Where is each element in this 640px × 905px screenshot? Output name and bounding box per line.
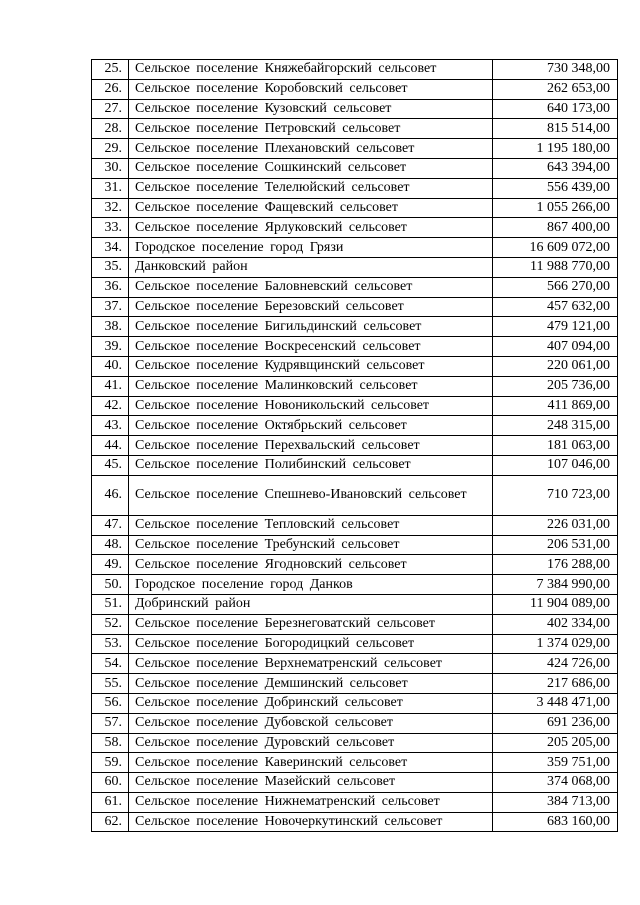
table-row [92, 515, 618, 535]
table-row [92, 614, 618, 634]
row-number: 41. [92, 376, 129, 396]
table-row [92, 198, 618, 218]
row-number: 38. [92, 317, 129, 337]
amount-value: 815 514,00 [493, 119, 618, 139]
amount-value: 424 726,00 [493, 654, 618, 674]
table-row [92, 79, 618, 99]
settlement-name: Сельское поселение Демшинский сельсовет [129, 674, 493, 694]
row-number: 48. [92, 535, 129, 555]
table-row [92, 535, 618, 555]
settlement-name: Сельское поселение Спешнево-Ивановский сельсовет [129, 475, 493, 515]
settlement-name: Сельское поселение Каверинский сельсовет [129, 753, 493, 773]
row-number: 54. [92, 654, 129, 674]
amount-value: 407 094,00 [493, 337, 618, 357]
row-number: 35. [92, 257, 129, 277]
amount-value: 1 374 029,00 [493, 634, 618, 654]
row-number: 27. [92, 99, 129, 119]
settlement-name: Сельское поселение Ягодновский сельсовет [129, 555, 493, 575]
amount-value: 411 869,00 [493, 396, 618, 416]
amount-value: 384 713,00 [493, 792, 618, 812]
amount-value: 359 751,00 [493, 753, 618, 773]
table-row [92, 693, 618, 713]
settlement-name: Сельское поселение Верхнематренский сельсовет [129, 654, 493, 674]
amount-value: 205 736,00 [493, 376, 618, 396]
settlement-name: Городское поселение город Данков [129, 575, 493, 595]
settlement-name: Сельское поселение Новоникольский сельсовет [129, 396, 493, 416]
amount-value: 457 632,00 [493, 297, 618, 317]
settlement-name: Сельское поселение Новочеркутинский сельсовет [129, 812, 493, 832]
amount-value: 226 031,00 [493, 515, 618, 535]
row-number: 40. [92, 356, 129, 376]
row-number: 28. [92, 119, 129, 139]
settlement-name: Сельское поселение Октябрьский сельсовет [129, 416, 493, 436]
table-row [92, 238, 618, 258]
settlement-name: Сельское поселение Воскресенский сельсовет [129, 337, 493, 357]
row-number: 58. [92, 733, 129, 753]
table-row [92, 178, 618, 198]
amount-value: 479 121,00 [493, 317, 618, 337]
row-number: 26. [92, 79, 129, 99]
amount-value: 1 195 180,00 [493, 139, 618, 159]
row-number: 52. [92, 614, 129, 634]
amount-value: 7 384 990,00 [493, 575, 618, 595]
settlement-name: Сельское поселение Телелюйский сельсовет [129, 178, 493, 198]
amount-value: 710 723,00 [493, 475, 618, 515]
table-row [92, 396, 618, 416]
table-row [92, 158, 618, 178]
table-row [92, 575, 618, 595]
table-row [92, 119, 618, 139]
row-number: 60. [92, 773, 129, 793]
settlement-name: Сельское поселение Березнеговатский сельсовет [129, 614, 493, 634]
amount-value: 683 160,00 [493, 812, 618, 832]
row-number: 49. [92, 555, 129, 575]
row-number: 56. [92, 693, 129, 713]
settlement-name: Сельское поселение Сошкинский сельсовет [129, 158, 493, 178]
row-number: 44. [92, 436, 129, 456]
amount-value: 11 988 770,00 [493, 257, 618, 277]
settlement-name: Сельское поселение Тепловский сельсовет [129, 515, 493, 535]
table-row [92, 139, 618, 159]
settlement-name: Сельское поселение Малинковский сельсовет [129, 376, 493, 396]
budget-table-body [92, 60, 618, 832]
table-row [92, 99, 618, 119]
row-number: 31. [92, 178, 129, 198]
table-row [92, 455, 618, 475]
settlement-name: Сельское поселение Баловневский сельсовет [129, 277, 493, 297]
row-number: 61. [92, 792, 129, 812]
table-row [92, 634, 618, 654]
table-row [92, 297, 618, 317]
row-number: 33. [92, 218, 129, 238]
row-number: 25. [92, 60, 129, 80]
table-row [92, 773, 618, 793]
row-number: 57. [92, 713, 129, 733]
amount-value: 1 055 266,00 [493, 198, 618, 218]
settlement-name: Сельское поселение Ярлуковский сельсовет [129, 218, 493, 238]
table-row [92, 654, 618, 674]
amount-value: 643 394,00 [493, 158, 618, 178]
row-number: 47. [92, 515, 129, 535]
table-row [92, 376, 618, 396]
settlement-name: Городское поселение город Грязи [129, 238, 493, 258]
table-row [92, 713, 618, 733]
table-row [92, 436, 618, 456]
row-number: 37. [92, 297, 129, 317]
table-row [92, 555, 618, 575]
amount-value: 640 173,00 [493, 99, 618, 119]
settlement-name: Сельское поселение Перехвальский сельсовет [129, 436, 493, 456]
settlement-name: Сельское поселение Кудрявщинский сельсовет [129, 356, 493, 376]
budget-table [91, 59, 618, 832]
row-number: 51. [92, 594, 129, 614]
settlement-name: Сельское поселение Мазейский сельсовет [129, 773, 493, 793]
settlement-name: Сельское поселение Петровский сельсовет [129, 119, 493, 139]
amount-value: 730 348,00 [493, 60, 618, 80]
amount-value: 220 061,00 [493, 356, 618, 376]
row-number: 42. [92, 396, 129, 416]
settlement-name: Сельское поселение Фащевский сельсовет [129, 198, 493, 218]
amount-value: 206 531,00 [493, 535, 618, 555]
row-number: 53. [92, 634, 129, 654]
settlement-name: Сельское поселение Коробовский сельсовет [129, 79, 493, 99]
settlement-name: Сельское поселение Добринский сельсовет [129, 693, 493, 713]
table-row [92, 277, 618, 297]
amount-value: 556 439,00 [493, 178, 618, 198]
amount-value: 402 334,00 [493, 614, 618, 634]
settlement-name: Сельское поселение Дубовской сельсовет [129, 713, 493, 733]
row-number: 46. [92, 475, 129, 515]
table-row [92, 60, 618, 80]
table-row [92, 594, 618, 614]
table-row [92, 812, 618, 832]
amount-value: 691 236,00 [493, 713, 618, 733]
district-name: Добринский район [129, 594, 493, 614]
row-number: 62. [92, 812, 129, 832]
row-number: 36. [92, 277, 129, 297]
settlement-name: Сельское поселение Богородицкий сельсовет [129, 634, 493, 654]
amount-value: 16 609 072,00 [493, 238, 618, 258]
table-row [92, 733, 618, 753]
row-number: 39. [92, 337, 129, 357]
settlement-name: Сельское поселение Княжебайгорский сельсовет [129, 60, 493, 80]
settlement-name: Сельское поселение Бигильдинский сельсовет [129, 317, 493, 337]
row-number: 59. [92, 753, 129, 773]
row-number: 29. [92, 139, 129, 159]
amount-value: 374 068,00 [493, 773, 618, 793]
amount-value: 248 315,00 [493, 416, 618, 436]
amount-value: 181 063,00 [493, 436, 618, 456]
table-row [92, 218, 618, 238]
table-row [92, 475, 618, 515]
table-row [92, 337, 618, 357]
amount-value: 3 448 471,00 [493, 693, 618, 713]
row-number: 45. [92, 455, 129, 475]
settlement-name: Сельское поселение Кузовский сельсовет [129, 99, 493, 119]
row-number: 34. [92, 238, 129, 258]
settlement-name: Сельское поселение Полибинский сельсовет [129, 455, 493, 475]
table-row [92, 792, 618, 812]
settlement-name: Сельское поселение Березовский сельсовет [129, 297, 493, 317]
row-number: 55. [92, 674, 129, 694]
amount-value: 217 686,00 [493, 674, 618, 694]
amount-value: 11 904 089,00 [493, 594, 618, 614]
row-number: 43. [92, 416, 129, 436]
table-row [92, 753, 618, 773]
amount-value: 107 046,00 [493, 455, 618, 475]
table-row [92, 674, 618, 694]
settlement-name: Сельское поселение Требунский сельсовет [129, 535, 493, 555]
settlement-name: Сельское поселение Дуровский сельсовет [129, 733, 493, 753]
table-row [92, 257, 618, 277]
row-number: 30. [92, 158, 129, 178]
table-row [92, 416, 618, 436]
amount-value: 176 288,00 [493, 555, 618, 575]
district-name: Данковский район [129, 257, 493, 277]
settlement-name: Сельское поселение Нижнематренский сельсовет [129, 792, 493, 812]
amount-value: 566 270,00 [493, 277, 618, 297]
row-number: 32. [92, 198, 129, 218]
settlement-name: Сельское поселение Плехановский сельсовет [129, 139, 493, 159]
row-number: 50. [92, 575, 129, 595]
table-row [92, 317, 618, 337]
amount-value: 262 653,00 [493, 79, 618, 99]
table-row [92, 356, 618, 376]
amount-value: 867 400,00 [493, 218, 618, 238]
amount-value: 205 205,00 [493, 733, 618, 753]
